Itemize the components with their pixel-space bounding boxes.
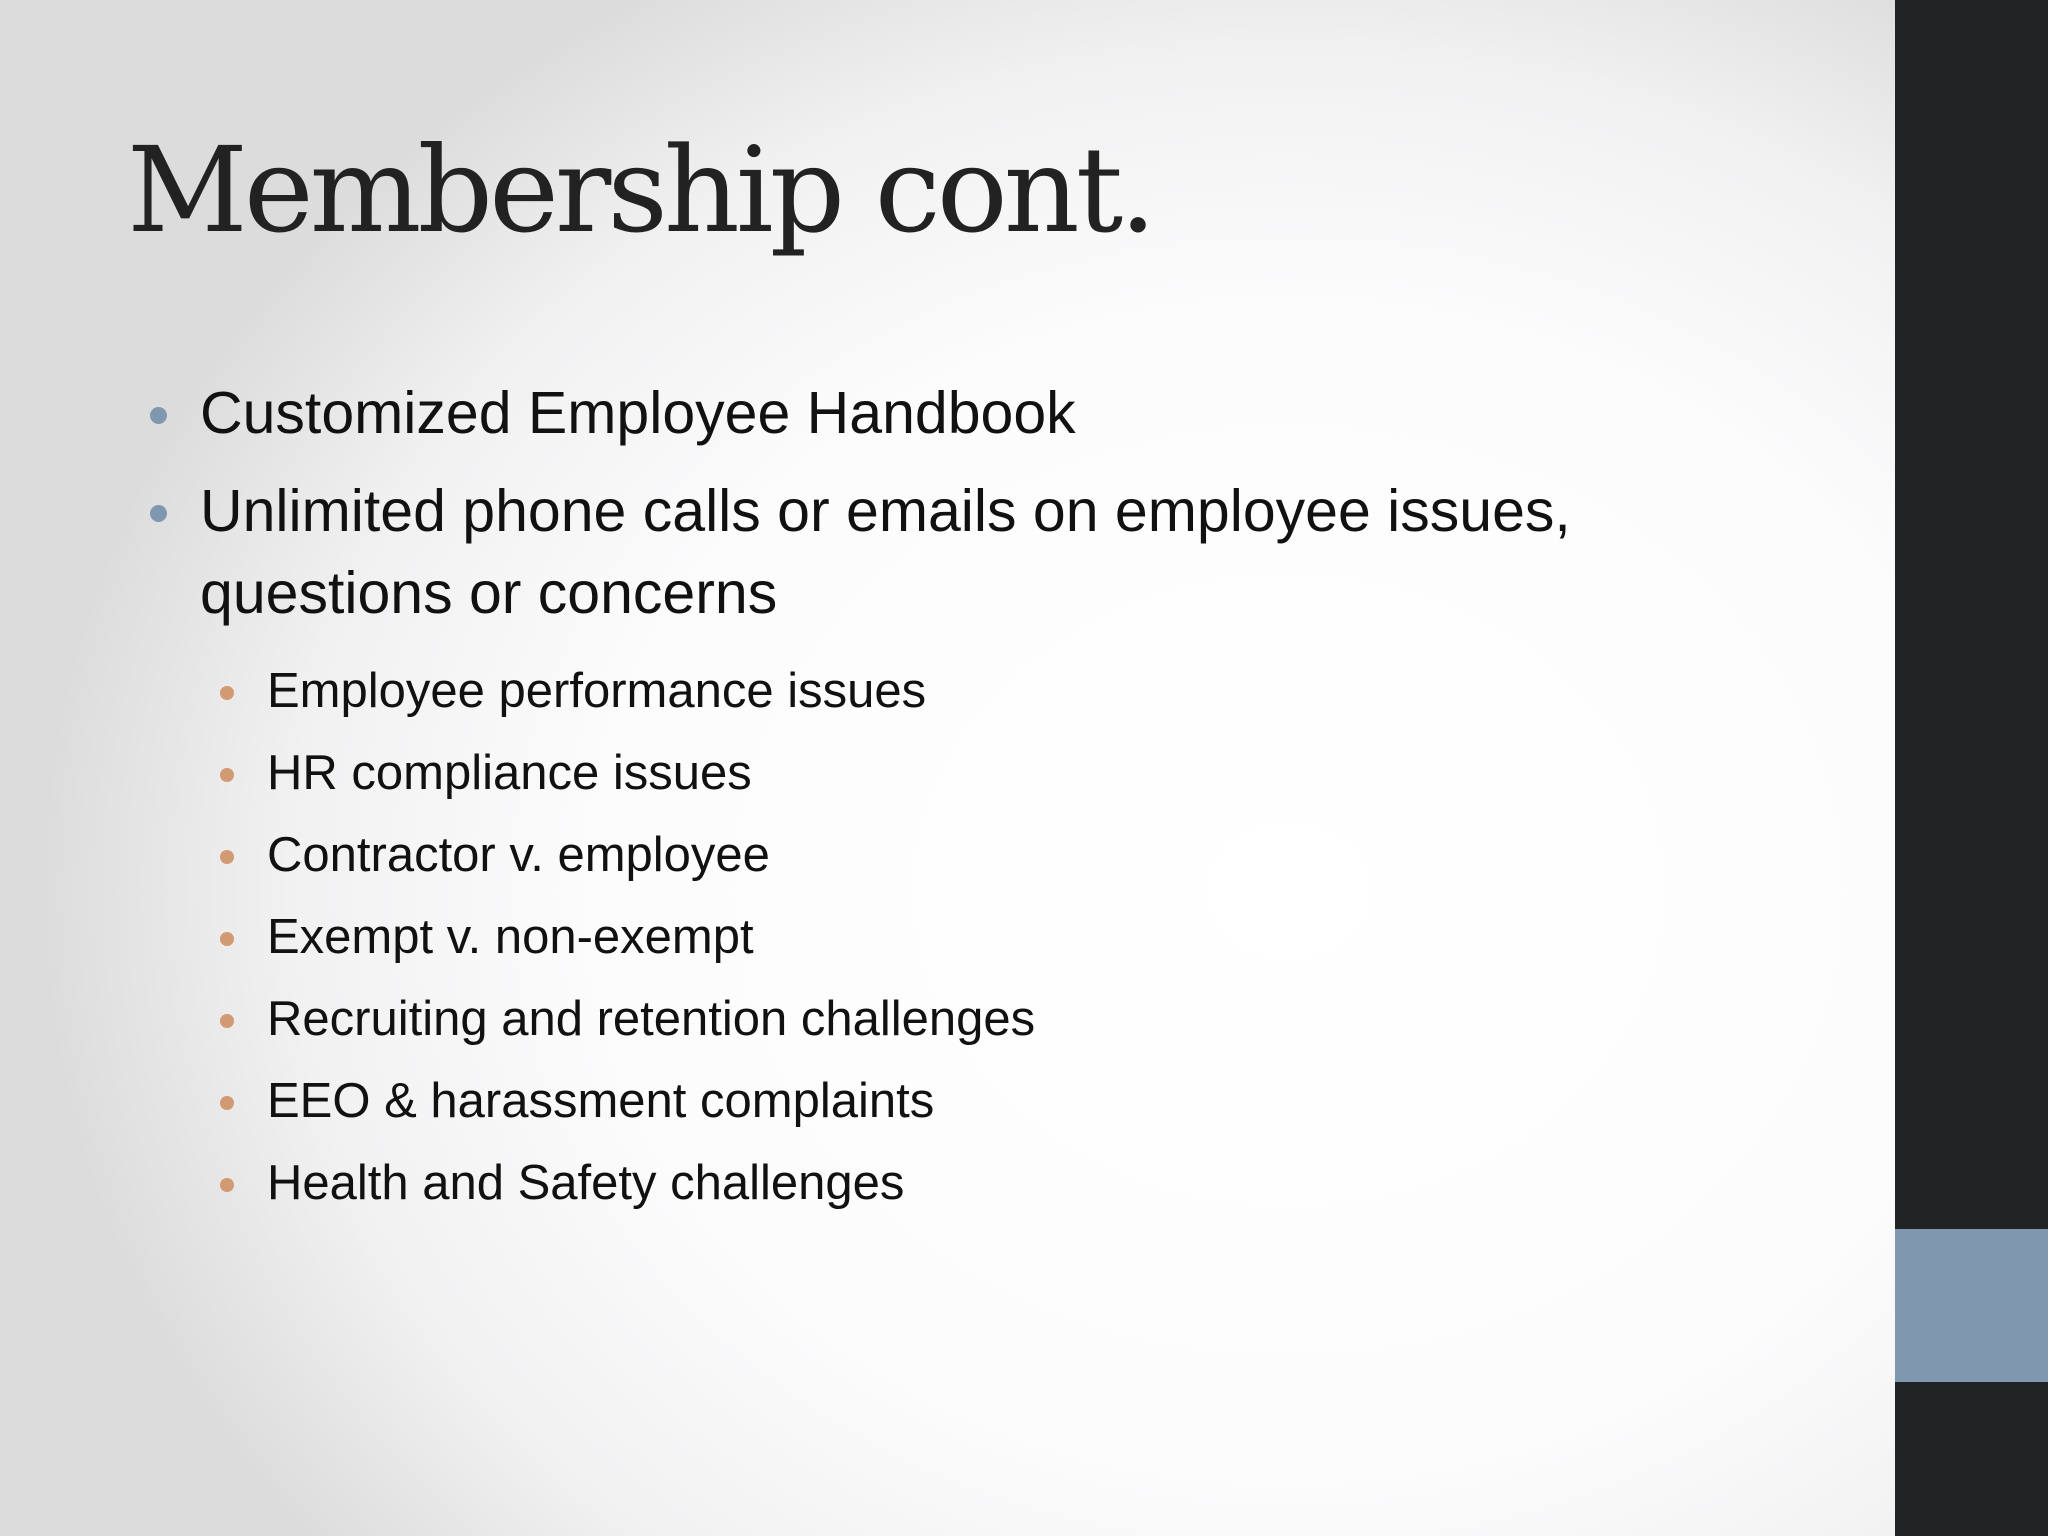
sub-bullet-item xyxy=(267,978,1760,1060)
slide-title: Membership cont. xyxy=(127,121,1153,259)
bullet-text: Unlimited phone calls or emails on employee issues, questions or concerns xyxy=(200,478,1571,626)
sub-bullet-item xyxy=(267,896,1760,978)
sub-bullet-dot-icon xyxy=(220,932,234,946)
bullet-list xyxy=(200,372,1760,1224)
sub-bullet-item xyxy=(267,732,1760,814)
bullet-dot-icon xyxy=(150,505,167,522)
sub-bullet-dot-icon xyxy=(220,1096,234,1110)
sub-bullet-text: Recruiting and retention challenges xyxy=(267,992,1036,1046)
sub-bullet-item xyxy=(267,1142,1760,1224)
sub-bullet-dot-icon xyxy=(220,1178,234,1192)
sub-bullet-text: Health and Safety challenges xyxy=(267,1156,905,1210)
sub-bullet-item xyxy=(267,814,1760,896)
right-sidebar-bar xyxy=(1895,0,2048,1536)
sub-bullet-item xyxy=(267,650,1760,732)
sub-bullet-text: Exempt v. non-exempt xyxy=(267,910,754,964)
sub-bullet-text: HR compliance issues xyxy=(267,746,752,800)
sub-bullet-text: Contractor v. employee xyxy=(267,828,770,882)
bullet-text: Customized Employee Handbook xyxy=(200,380,1076,446)
bullet-dot-icon xyxy=(150,407,167,424)
sub-bullet-dot-icon xyxy=(220,768,234,782)
bullet-item xyxy=(200,470,1760,634)
sub-bullet-dot-icon xyxy=(220,850,234,864)
sub-bullet-dot-icon xyxy=(220,1014,234,1028)
sidebar-accent-block xyxy=(1895,1229,2048,1382)
sub-bullet-dot-icon xyxy=(220,686,234,700)
sub-bullet-text: Employee performance issues xyxy=(267,664,927,718)
sub-bullet-text: EEO & harassment complaints xyxy=(267,1074,935,1128)
sub-bullet-list xyxy=(200,650,1760,1224)
sub-bullet-item xyxy=(267,1060,1760,1142)
bullet-item xyxy=(200,372,1760,454)
